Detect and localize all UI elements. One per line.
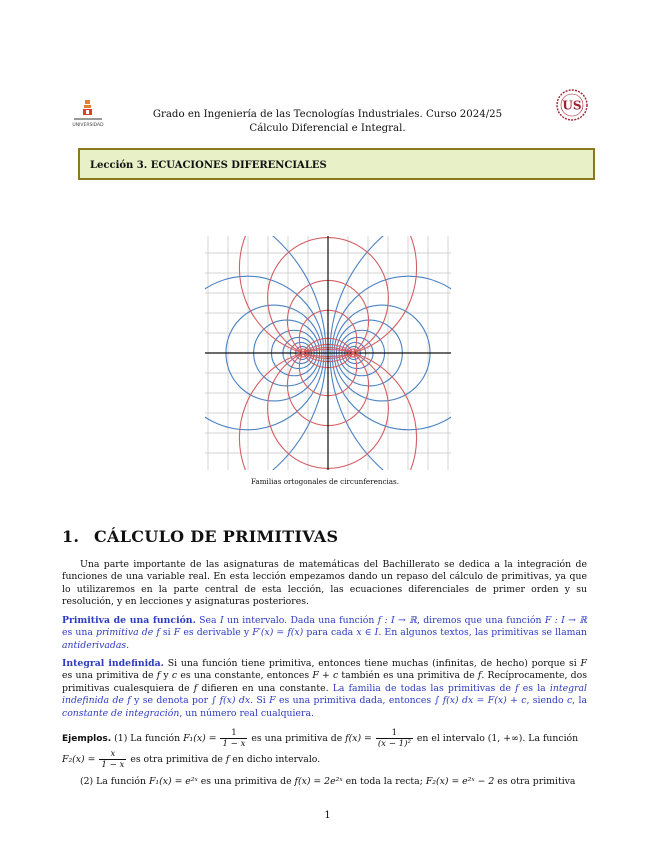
denominator: (x − 1)²: [377, 739, 411, 749]
text: y: [160, 670, 172, 682]
math: f: [225, 754, 230, 765]
text: y se denota por: [130, 695, 212, 707]
fraction: [220, 728, 247, 749]
text: es otra primitiva: [494, 776, 576, 787]
emph: integral indefinida de f: [62, 682, 588, 707]
integral-term: Integral indefinida.: [62, 658, 164, 669]
circles-plot: [205, 236, 451, 470]
text: es una constante, entonces: [177, 670, 313, 682]
numerator: 1: [376, 728, 413, 739]
university-logo-left: [70, 98, 106, 128]
text: es una primitiva de: [248, 733, 346, 744]
page-number: 1: [324, 810, 331, 821]
text: . En algunos textos, las primitivas se llaman: [378, 627, 588, 639]
figure-caption: Familias ortogonales de circunferencias.: [250, 477, 400, 486]
primitiva-definition: [62, 615, 587, 652]
section-title: CÁLCULO DE PRIMITIVAS: [94, 527, 339, 546]
figure-orthogonal-circles: [205, 236, 451, 470]
text: (1) La función: [111, 733, 184, 744]
integral-indefinida-definition: [62, 658, 587, 720]
math: F′(x) = f(x): [252, 627, 304, 639]
math: f: [477, 670, 482, 682]
header-subject-line: Cálculo Diferencial e Integral.: [249, 123, 406, 134]
text: es la: [518, 682, 550, 694]
text: es otra primitiva de: [127, 754, 226, 765]
text: , diremos que una función: [416, 615, 545, 626]
math: ∫ f(x) dx: [211, 695, 251, 707]
text: Sea: [195, 615, 220, 626]
denominator: 1 − x: [101, 760, 125, 770]
text: en toda la recta;: [342, 776, 426, 787]
text: es una primitiva dada, entonces: [275, 695, 435, 707]
text: , un número real cualquiera.: [179, 707, 314, 719]
math: F₁(x) = e²ˣ: [148, 776, 198, 787]
text: La familia de todas las primitivas de: [332, 682, 516, 694]
math: F: [269, 695, 276, 707]
text: es una: [62, 627, 97, 639]
text: para cada: [303, 627, 357, 639]
university-seal-right: [555, 88, 589, 122]
text: (2) La función: [80, 776, 149, 787]
math: F₂(x) = e²ˣ − 2: [425, 776, 495, 787]
text: si: [159, 627, 174, 639]
math: F + c: [312, 670, 339, 682]
math: F: [580, 658, 587, 669]
math: f: [156, 670, 161, 682]
math: F: [173, 627, 181, 639]
text: es derivable y: [180, 627, 253, 639]
math: c: [566, 695, 573, 707]
lesson-title-box: [78, 148, 595, 180]
fraction: [99, 749, 126, 770]
primitiva-term: Primitiva de una función.: [62, 615, 196, 626]
section-number: 1.: [62, 527, 80, 546]
text: un intervalo. Dada una función: [223, 615, 378, 626]
math: f: [515, 682, 519, 694]
header-course-line: Grado en Ingeniería de las Tecnologías Industriales. Curso 2024/25: [152, 109, 503, 120]
math: f(x) = 2e²ˣ: [294, 776, 343, 787]
text: . Recíprocamente, dos primitivas cualesquiera de: [62, 670, 588, 694]
text: Si una función tiene primitiva, entonces tiene muchas (infinitas, de hecho) porque si: [163, 658, 581, 669]
emph: antiderivadas: [62, 639, 127, 651]
numerator: 1: [220, 728, 247, 739]
focus-point: [351, 351, 354, 354]
logo-right-text: US: [562, 98, 582, 113]
math: c: [171, 670, 178, 682]
text: en dicho intervalo.: [229, 754, 321, 765]
intro-paragraph: Una parte importante de las asignaturas de matemáticas del Bachillerato se dedica a la integración de funciones de una variable real. En esta lección empezamos dando un repaso del cálculo de primitivas, ya que lo utilizaremos en la parte central de esta lección, las ecuaciones diferenciales de primer orden y su resolución, y en lecciones y asignaturas posteriores.: [62, 559, 587, 608]
math: f : I → ℝ: [377, 615, 417, 626]
text: es una primitiva de: [197, 776, 295, 787]
math: f(x) =: [345, 733, 372, 744]
math: F : I → ℝ: [544, 615, 587, 626]
denominator: 1 − x: [222, 739, 246, 749]
text: en el intervalo (1, +∞). La función: [413, 733, 579, 744]
math: f: [193, 682, 198, 694]
math: F₁(x) =: [183, 733, 217, 744]
lesson-title: Lección 3. ECUACIONES DIFERENCIALES: [90, 160, 327, 171]
text: .: [126, 639, 130, 651]
text: también es una primitiva de: [338, 670, 478, 682]
text: . Si: [250, 695, 270, 707]
examples-paragraph-2: [62, 776, 587, 788]
math: x ∈ I: [356, 627, 379, 639]
text: , la: [572, 695, 587, 707]
math: F₂(x) =: [62, 754, 96, 765]
section-heading: [62, 527, 338, 546]
emph: primitiva de f: [96, 627, 160, 639]
logo-left-text: UNIVERSIDAD: [72, 123, 104, 128]
text: difieren en una constante.: [197, 682, 333, 694]
text: , siendo: [526, 695, 567, 707]
numerator: x: [99, 749, 126, 760]
examples-paragraph-1: [62, 728, 587, 770]
math: I: [219, 615, 224, 626]
math: ∫ f(x) dx = F(x) + c: [434, 695, 527, 707]
emph: constante de integración: [62, 707, 180, 719]
text: es una primitiva de: [62, 670, 157, 682]
fraction: [376, 728, 413, 749]
focus-point: [301, 351, 304, 354]
examples-label: Ejemplos.: [62, 734, 112, 744]
